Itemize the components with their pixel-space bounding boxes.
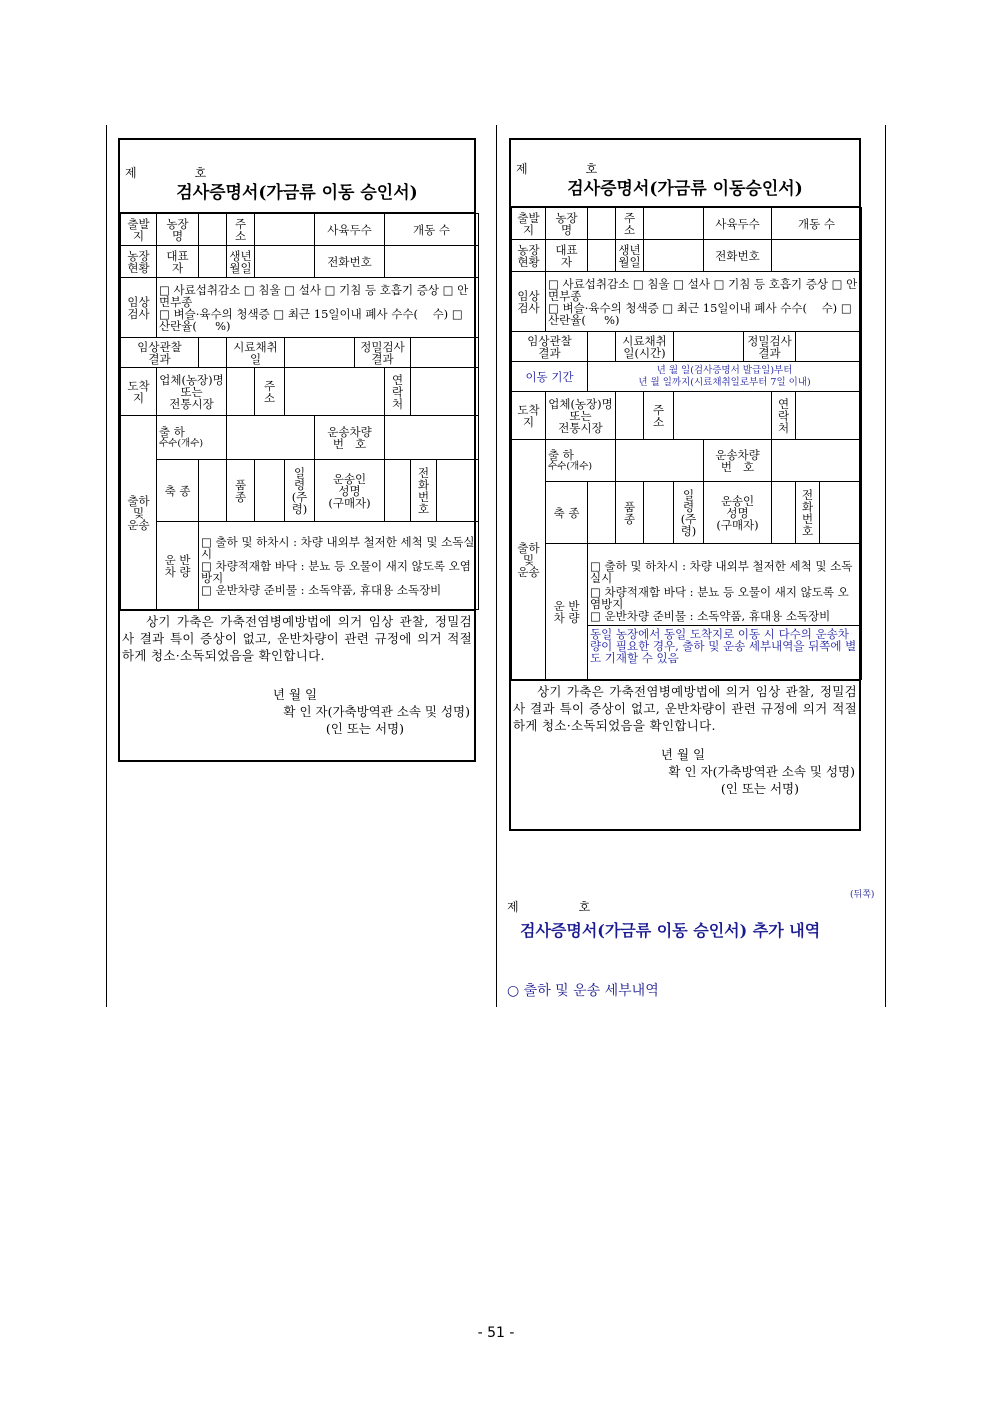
sample-value[interactable]: [285, 338, 355, 368]
rep-value[interactable]: [199, 246, 227, 278]
variety-value[interactable]: [255, 460, 285, 522]
address-value[interactable]: [644, 208, 704, 240]
head-count-label: 사육두수: [704, 208, 772, 240]
company-value[interactable]: [616, 392, 644, 440]
birth-value[interactable]: [644, 240, 704, 272]
right-margin-line: [885, 125, 886, 1007]
birth-label: 생년 월일: [616, 240, 644, 272]
left-margin-line: [106, 125, 107, 1007]
date-line: 년 월 일: [272, 687, 318, 702]
left-certificate-form: [118, 138, 476, 762]
ship-label: 출하 및 운송: [512, 440, 546, 680]
farm-name-label: 농장 명: [157, 214, 199, 246]
rep-value[interactable]: [588, 240, 616, 272]
form-title: 검사증명서(가금류 이동 승인서): [176, 183, 418, 203]
company-label: 업체(농장)명 또는 전통시장: [546, 392, 616, 440]
sample-value[interactable]: [674, 332, 744, 362]
farm-name-value[interactable]: [588, 208, 616, 240]
company-value[interactable]: [227, 368, 255, 416]
ship-count-label: 출 하 수수(개수): [546, 440, 616, 482]
breed-value[interactable]: [199, 460, 227, 522]
contact-label: 연 락 처: [385, 368, 411, 416]
clinical-checklist[interactable]: □ 사료섭취감소 □ 침울 □ 설사 □ 기침 등 호흡기 증상 □ 안면부종 □ 벼슬·육수의 청색증 □ 최근 15일이내 폐사 수수( 수) □ 산란율( %): [546, 272, 862, 332]
clinical-label: 임상 검사: [512, 272, 546, 332]
clinical-checklist[interactable]: □ 사료섭취감소 □ 침울 □ 설사 □ 기침 등 호흡기 증상 □ 안면부종 □ 벼슬·육수의 청색증 □ 최근 15일이내 폐사 수수( 수) □ 산란율( %): [157, 278, 479, 338]
count-unit: 개동 수: [385, 214, 479, 246]
right-form-header: [511, 140, 859, 207]
contact-value[interactable]: [411, 368, 479, 416]
observe-label: 임상관찰 결과: [512, 332, 588, 362]
detail-label: 정밀검사 결과: [355, 338, 411, 368]
head-count-label: 사육두수: [315, 214, 385, 246]
vehicle-no-value[interactable]: [772, 440, 862, 482]
driver-label: 운송인 성명 (구매자): [704, 482, 772, 544]
certificate-number: 제 호: [516, 162, 598, 176]
breed-value[interactable]: [588, 482, 616, 544]
sample-label: 시료채취 일(시간): [616, 332, 674, 362]
variety-label: 품 종: [616, 482, 644, 544]
observe-value[interactable]: [199, 338, 227, 368]
rep-label: 대표 자: [157, 246, 199, 278]
address-value[interactable]: [255, 214, 315, 246]
phone-label: 전화번호: [315, 246, 385, 278]
observe-value[interactable]: [588, 332, 616, 362]
driver-label: 운송인 성명 (구매자): [315, 460, 385, 522]
page-number: - 51 -: [477, 1325, 515, 1341]
contact-label: 연 락 처: [772, 392, 796, 440]
dest-addr-value[interactable]: [674, 392, 772, 440]
period-label: 이동 기간: [512, 362, 588, 392]
dest-addr-label: 주 소: [644, 392, 674, 440]
birth-value[interactable]: [255, 246, 315, 278]
age-label: 일 령 (주 령): [674, 482, 704, 544]
address-label: 주 소: [227, 214, 255, 246]
confirmation-statement: 상기 가축은 가축전염병예방법에 의거 임상 관찰, 정밀검사 결과 특이 증상이 없고, 운반차량이 관련 규정에 의거 적절하게 청소·소독되었음을 확인합니다.: [120, 610, 474, 664]
dest-addr-label: 주 소: [255, 368, 285, 416]
detail-value[interactable]: [411, 338, 479, 368]
right-form-table: [511, 207, 862, 680]
center-divider-line: [496, 125, 497, 1007]
certificate-number: 제 호: [125, 166, 207, 180]
ship-count-value[interactable]: [616, 440, 704, 482]
left-form-table: [120, 213, 479, 610]
phone-label: 전화번호: [704, 240, 772, 272]
variety-value[interactable]: [644, 482, 674, 544]
phone-no-value[interactable]: [437, 460, 479, 522]
dest-addr-value[interactable]: [285, 368, 385, 416]
period-value[interactable]: 년 월 일(검사증명서 발급일)부터 년 월 일까지(시료채취일로부터 7일 이내): [588, 362, 862, 392]
shipment-detail-heading: ○ 출하 및 운송 세부내역: [507, 983, 659, 999]
ship-count-value[interactable]: [227, 416, 315, 460]
vehicle-no-value[interactable]: [385, 416, 479, 460]
vehicle-no-label: 운송차량 번 호: [315, 416, 385, 460]
contact-value[interactable]: [796, 392, 862, 440]
rep-label: 대표 자: [546, 240, 588, 272]
breed-label: 축 종: [157, 460, 199, 522]
variety-label: 품 종: [227, 460, 255, 522]
seal-line: (인 또는 서명): [720, 781, 799, 796]
signer-line: 확 인 자(가축방역관 소속 및 성명): [283, 704, 470, 719]
left-form-header: [120, 140, 474, 213]
company-label: 업체(농장)명 또는 전통시장: [157, 368, 227, 416]
phone-value[interactable]: [385, 246, 479, 278]
right-certificate-form: [509, 138, 861, 831]
vehicle-label: 운 반 차 량: [157, 522, 199, 610]
detail-value[interactable]: [796, 332, 862, 362]
count-unit: 개동 수: [772, 208, 862, 240]
vehicle-label: 운 반 차 량: [546, 544, 588, 680]
ship-label: 출하 및 운송: [121, 416, 157, 610]
signer-line: 확 인 자(가축방역관 소속 및 성명): [668, 764, 855, 779]
sample-label: 시료채취 일: [227, 338, 285, 368]
extra-certificate-number: 제 호: [507, 900, 591, 914]
age-label: 일 령 (주 령): [285, 460, 315, 522]
vehicle-checklist[interactable]: □ 출하 및 하차시 : 차량 내외부 철저한 세척 및 소독실시 □ 차량적재함 바닥 : 분뇨 등 오물이 새지 않도록 오염방지 □ 운반차량 준비물 : 소독약품, 휴대용 소독장비 동일 농장에서 동일 도착지로 이동 시 다수의 운송차량이 필요한 경우, 출하 및 운송 세부내역을 뒤쪽에 별도 기재할 수 있음: [588, 544, 862, 680]
clinical-label: 임상 검사: [121, 278, 157, 338]
origin-label: 출발 지: [121, 214, 157, 246]
farm-name-label: 농장 명: [546, 208, 588, 240]
form-title: 검사증명서(가금류 이동승인서): [567, 179, 803, 199]
seal-line: (인 또는 서명): [325, 721, 404, 736]
phone-no-label: 전 화 번 호: [411, 460, 437, 522]
driver-value[interactable]: [772, 482, 796, 544]
back-side-note: (뒤쪽): [850, 890, 875, 900]
dest-label: 도착 지: [121, 368, 157, 416]
vehicle-checklist[interactable]: □ 출하 및 하차시 : 차량 내외부 철저한 세척 및 소독실시 □ 차량적재함 바닥 : 분뇨 등 오물이 새지 않도록 오염방지 □ 운반차량 준비물 : 소독약품, 휴대용 소독장비: [199, 522, 479, 610]
breed-label: 축 종: [546, 482, 588, 544]
date-line: 년 월 일: [660, 747, 706, 762]
driver-value[interactable]: [385, 460, 411, 522]
birth-label: 생년 월일: [227, 246, 255, 278]
origin-label: 출발 지: [512, 208, 546, 240]
phone-no-label: 전 화 번 호: [796, 482, 820, 544]
phone-no-value[interactable]: [820, 482, 862, 544]
dest-label: 도착 지: [512, 392, 546, 440]
vehicle-no-label: 운송차량 번 호: [704, 440, 772, 482]
ship-count-label: 출 하 수수(개수): [157, 416, 227, 460]
farm-name-value[interactable]: [199, 214, 227, 246]
farm-status-label: 농장 현황: [512, 240, 546, 272]
confirmation-statement: 상기 가축은 가축전염병예방법에 의거 임상 관찰, 정밀검사 결과 특이 증상이 없고, 운반차량이 관련 규정에 의거 적절하게 청소·소독되었음을 확인합니다.: [511, 680, 859, 734]
observe-label: 임상관찰 결과: [121, 338, 199, 368]
detail-label: 정밀검사 결과: [744, 332, 796, 362]
address-label: 주 소: [616, 208, 644, 240]
farm-status-label: 농장 현황: [121, 246, 157, 278]
extra-title: 검사증명서(가금류 이동 승인서) 추가 내역: [520, 921, 821, 940]
multi-vehicle-note: 동일 농장에서 동일 도착지로 이동 시 다수의 운송차량이 필요한 경우, 출하 및 운송 세부내역을 뒤쪽에 별도 기재할 수 있음: [588, 625, 861, 666]
phone-value[interactable]: [772, 240, 862, 272]
